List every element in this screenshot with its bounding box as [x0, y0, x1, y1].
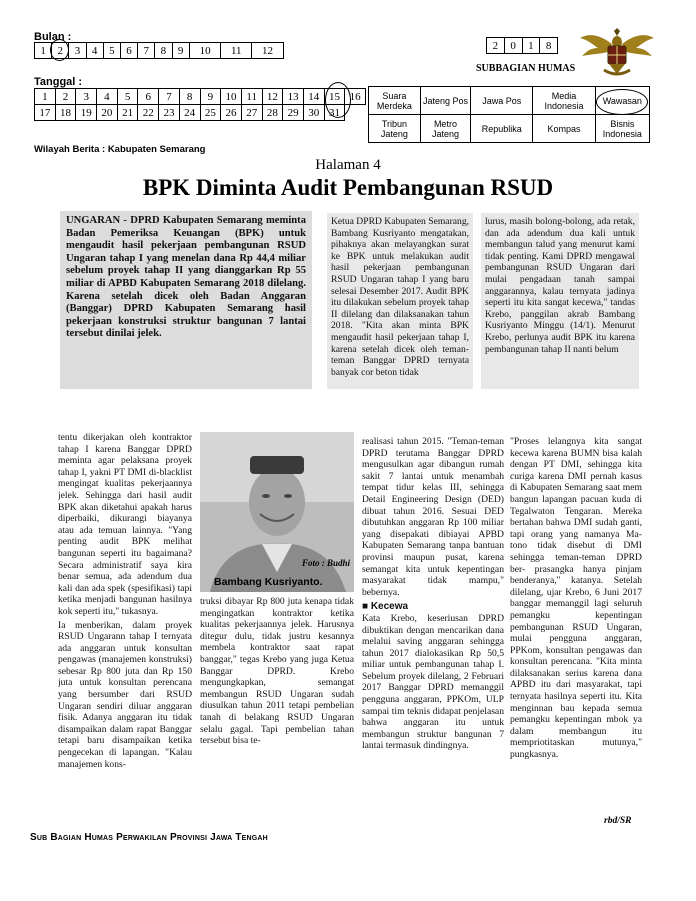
garuda-icon: [578, 22, 656, 80]
date-cell-24: 24: [179, 105, 200, 121]
date-cell-11: 11: [241, 89, 262, 105]
date-cell-16: 16: [345, 89, 366, 105]
article-column-5: [200, 596, 354, 834]
date-cell-3: 3: [76, 89, 97, 105]
date-cell-13: 13: [283, 89, 304, 105]
photo: [200, 432, 354, 592]
month-cell-7: 7: [138, 43, 155, 59]
bulan-label: Bulan :: [34, 31, 72, 43]
media-wawasan: Wawasan: [595, 87, 649, 115]
date-cell-30: 30: [303, 105, 324, 121]
date-cell-6: 6: [138, 89, 159, 105]
selected-month-circle: [50, 39, 69, 61]
date-cell-12: 12: [262, 89, 283, 105]
article-column-6: [362, 436, 504, 834]
article-column-7: [510, 436, 642, 826]
column-6b-text: Kata Krebo, keseriusan DPRD dibuktikan dengan mencarikan dana melalui saving anggaran sehingga tahun 2017 dialokasikan Rp 50,5 miliar untuk pembangunan tahap I. Sebelum proyek dilelang, 2 Februari 2017 Banggar DPRD memanggil pengguna anggaran, PPKOm, ULP sampai tim teknis didapat penjelasan bahwa anggaran itu untuk membangun struktur bangunan 7 lantai termasuk dindingnya.: [362, 612, 504, 752]
lead-dateline: UNGARAN: [66, 215, 121, 226]
date-cell-29: 29: [283, 105, 304, 121]
date-cell-31: 31: [324, 105, 345, 121]
month-cell-9: 9: [172, 43, 189, 59]
date-cell-7: 7: [159, 89, 180, 105]
wilayah-berita: Wilayah Berita : Kabupaten Semarang: [34, 144, 206, 155]
date-cell-21: 21: [117, 105, 138, 121]
date-cell-25: 25: [200, 105, 221, 121]
month-cell-8: 8: [155, 43, 172, 59]
lead-paragraph: [60, 211, 312, 389]
month-grid: [34, 42, 284, 59]
date-cell-1: 1: [35, 89, 56, 105]
page-number: Halaman 4: [315, 157, 381, 173]
month-cell-4: 4: [86, 43, 103, 59]
date-cell-14: 14: [303, 89, 324, 105]
year-digit-2: 2: [487, 38, 505, 54]
byline: rbd/SR: [604, 816, 632, 826]
column-5-text: truksi dibayar Rp 800 juta kenapa tidak mengingatkan kontraktor ketika kualitas pekerjaannya jelek. Harusnya ditegur dulu, tidak justru kesannya membela kontraktor saat rapat banggar," tegas Krebo yang juga Ketua Banggar DPRD. Krebo mengungkapkan, semangat membangun RSUD Ungaran sudah diusulkan tahun 2011 tetapi pembelian tanah di belakang RSUD Ungaran selalu gagal. Tapi pembelian tahan tersebut bisa te-: [200, 596, 354, 747]
selected-media-circle: [596, 89, 648, 115]
month-cell-10: 10: [189, 43, 221, 59]
photo-caption: Bambang Kusriyanto.: [214, 576, 323, 588]
media-suara-merdeka: Suara Merdeka: [369, 87, 421, 115]
media-metro-jateng: Metro Jateng: [420, 115, 470, 143]
date-cell-5: 5: [117, 89, 138, 105]
date-cell-23: 23: [159, 105, 180, 121]
month-cell-2: 2: [52, 43, 69, 59]
date-cell-17: 17: [35, 105, 56, 121]
date-cell-20: 20: [97, 105, 118, 121]
garuda-emblem: [578, 22, 656, 80]
month-cell-6: 6: [120, 43, 137, 59]
date-grid: [34, 88, 366, 121]
headline: BPK Diminta Audit Pembangunan RSUD: [142, 175, 554, 200]
media-media-indonesia: Media Indonesia: [533, 87, 595, 115]
media-kompas: Kompas: [533, 115, 595, 143]
month-cell-5: 5: [103, 43, 120, 59]
month-cell-12: 12: [252, 43, 284, 59]
subheading-kecewa: ■ Kecewa: [362, 601, 409, 613]
subheading-text: Kecewa: [370, 601, 409, 613]
year-grid: [486, 37, 558, 54]
year-digit-8: 8: [540, 38, 558, 54]
month-cell-11: 11: [221, 43, 252, 59]
article-column-2: [327, 213, 473, 389]
lead-text: - DPRD Kabupaten Semarang meminta Badan Pemeriksa Keuangan (BPK) untuk mengaudit hasil pekerjaan pembangunan RSUD Ungaran tahap I yang menelan dana Rp 44,4 miliar sebelum proyek tahap II yang dianggarkan Rp 55 miliar di APBD Kabupaten Semarang 2018 dilelang. Karena setelah dicek oleh Badan Anggaran (Banggar) DPRD Kabupaten Semarang hasil pekerjaan konstruksi struktur bangunan 7 lantai tersebut dinilai jelek.: [66, 215, 306, 340]
date-cell-15: 15: [324, 89, 345, 105]
column-2-text: Ketua DPRD Kabupaten Semarang, Bambang Kusriyanto mengatakan, pihaknya akan melayangkan surat ke BPK untuk melakukan audit hasil pekerjaan pembangunan RSUD Ungaran tahap I yang baru selesai Desember 2017. Audit BPK itu dilakukan sebelum proyek tahap II dilelang dan dilaksanakan tahun 2018. "Kita akan minta BPK mengaudit hasil pekerjaan tahap I, karena setelah dicek oleh teman-teman Banggar DPRD ternyata banyak cor beton tidak: [331, 216, 470, 378]
media-jawa-pos: Jawa Pos: [471, 87, 533, 115]
article-column-4: [58, 432, 192, 834]
month-cell-3: 3: [69, 43, 86, 59]
media-jateng-pos: Jateng Pos: [420, 87, 470, 115]
date-cell-9: 9: [200, 89, 221, 105]
year-digit-0: 0: [504, 38, 522, 54]
month-cell-1: 1: [35, 43, 52, 59]
date-cell-27: 27: [241, 105, 262, 121]
photo-credit: Foto : Budhi: [301, 558, 350, 568]
date-cell-2: 2: [55, 89, 76, 105]
selected-date-circle: [325, 82, 351, 118]
column-4b-text: Ia menberikan, dalam proyek RSUD Ungarann tahap I ternyata ada anggaran untuk konsultan pengawas (manajemen konstruksi) sebesar Rp 800 juta dan Rp 150 juta untuk konsultan perencana yang bersumber dari RSUD Ungaran sendiri diluar anggaran fisik. Adanya anggaran itu tidak disampaikan dalam rapat Banggar tetapi baru disampaikan ketika pengecekan di lapangan. "Kalau manajemen kons-: [58, 619, 192, 770]
year-digit-1: 1: [522, 38, 540, 54]
article-column-3: [481, 213, 639, 389]
column-7-text: "Proses lelangnya kita sangat kecewa karena BUMN bisa kalah dengan PT DMI, sehingga kita curiga karena DMI pernah kasus di Kabupaten Semarang saat mem bangun lapangan pacuan kuda di Tegalwaton Tengaran. Mereka bertahan bahwa DMI sudah ganti, tapi orang yang namanya Ma- tono tidak disebut di DMI sehingga teman-teman DPRD ber- prasangka hanya pinjam benderanya," katanya. Setelah dilelang, ujar Krebo, 6 Juni 2017 banggar memanggil lagi seluruh pemangku kepentingan pembangunan RSUD Ungaran, mulai pengguna anggaran, PPKom, konsultan pengawas dan konsultan perencana. "Kita minta dilaksanakan serius karena dana APBD itu dari masyarakat, tapi ternyata hasilnya seperti itu. Kita menginnan bau kepada semua pemangku kepentingan mbok ya dalam membangun itu mempriotitaskan mutunya," pungkasnya.: [510, 436, 642, 761]
column-6a-text: realisasi tahun 2015. "Teman-teman DPRD terutama Banggar DPRD mengusulkan agar dibangun rumah sakit 7 lantai untuk menambah tempat tidur kelas III, sehingga Detail Engineering Design (DED) dibuat tahun 2016. Sesuai DED dibutuhkan anggaran Rp 100 miliar yang disepakati dibiayai APBD Kabupaten Semarang tanpa bantuan provinsi maupun pusat, karena semangat kita untuk kepentingan masyarakat tidak mampu," bebernya.: [362, 436, 504, 598]
date-cell-10: 10: [221, 89, 242, 105]
media-tribun-jateng: Tribun Jateng: [369, 115, 421, 143]
footer-text: Sub Bagian Humas Perwakilan Provinsi Jawa Tengah: [30, 832, 268, 843]
media-republika: Republika: [471, 115, 533, 143]
column-3-text: lurus, masih bolong-bolong, ada retak, dan ada adendum dua kali untuk membangun talud yang menurut kami tidak penting. Kami DPRD mengawal pembangunan RSUD Ungaran dari mulai pengadaan tanah sampai anggarannya, kalau ternyata jadinya seperti itu kita sangat kecewa," tandas Krebo, panggilan akrab Bambang Kusriyanto Minggu (14/1). Menurut Krebo, perlunya audit BPK itu karena pembangunan tahap II nanti belum: [485, 216, 635, 355]
date-cell-18: 18: [55, 105, 76, 121]
date-cell-26: 26: [221, 105, 242, 121]
portrait-icon: [200, 432, 354, 592]
tanggal-label: Tanggal :: [34, 76, 83, 88]
date-cell-4: 4: [97, 89, 118, 105]
column-4a-text: tentu dikerjakan oleh kontraktor tahap I karena Banggar DPRD meminta agar pelaksana proyek tahap I, yakni PT DMI di-blacklist mengingat kualitas pekerjaannya jelek. Sehingga dari hasil audit BPK akan diketahui apakah harus diperbaiki, dikurangi biayanya atau ada temuan lainnya. "Yang penting audit BPK melihat bangunan seperti itu bagaimana? Secara administratif saya kira benar semua, ada adendum dua kali dan ada spek (spesifikasi) tapi ketika menjadi bangunan hasilnya kok seperti itu," tukasnya.: [58, 432, 192, 617]
date-cell-28: 28: [262, 105, 283, 121]
date-cell-8: 8: [179, 89, 200, 105]
department-label: SUBBAGIAN HUMAS: [476, 63, 576, 74]
media-bisnis-indonesia: Bisnis Indonesia: [595, 115, 649, 143]
date-cell-22: 22: [138, 105, 159, 121]
date-cell-19: 19: [76, 105, 97, 121]
